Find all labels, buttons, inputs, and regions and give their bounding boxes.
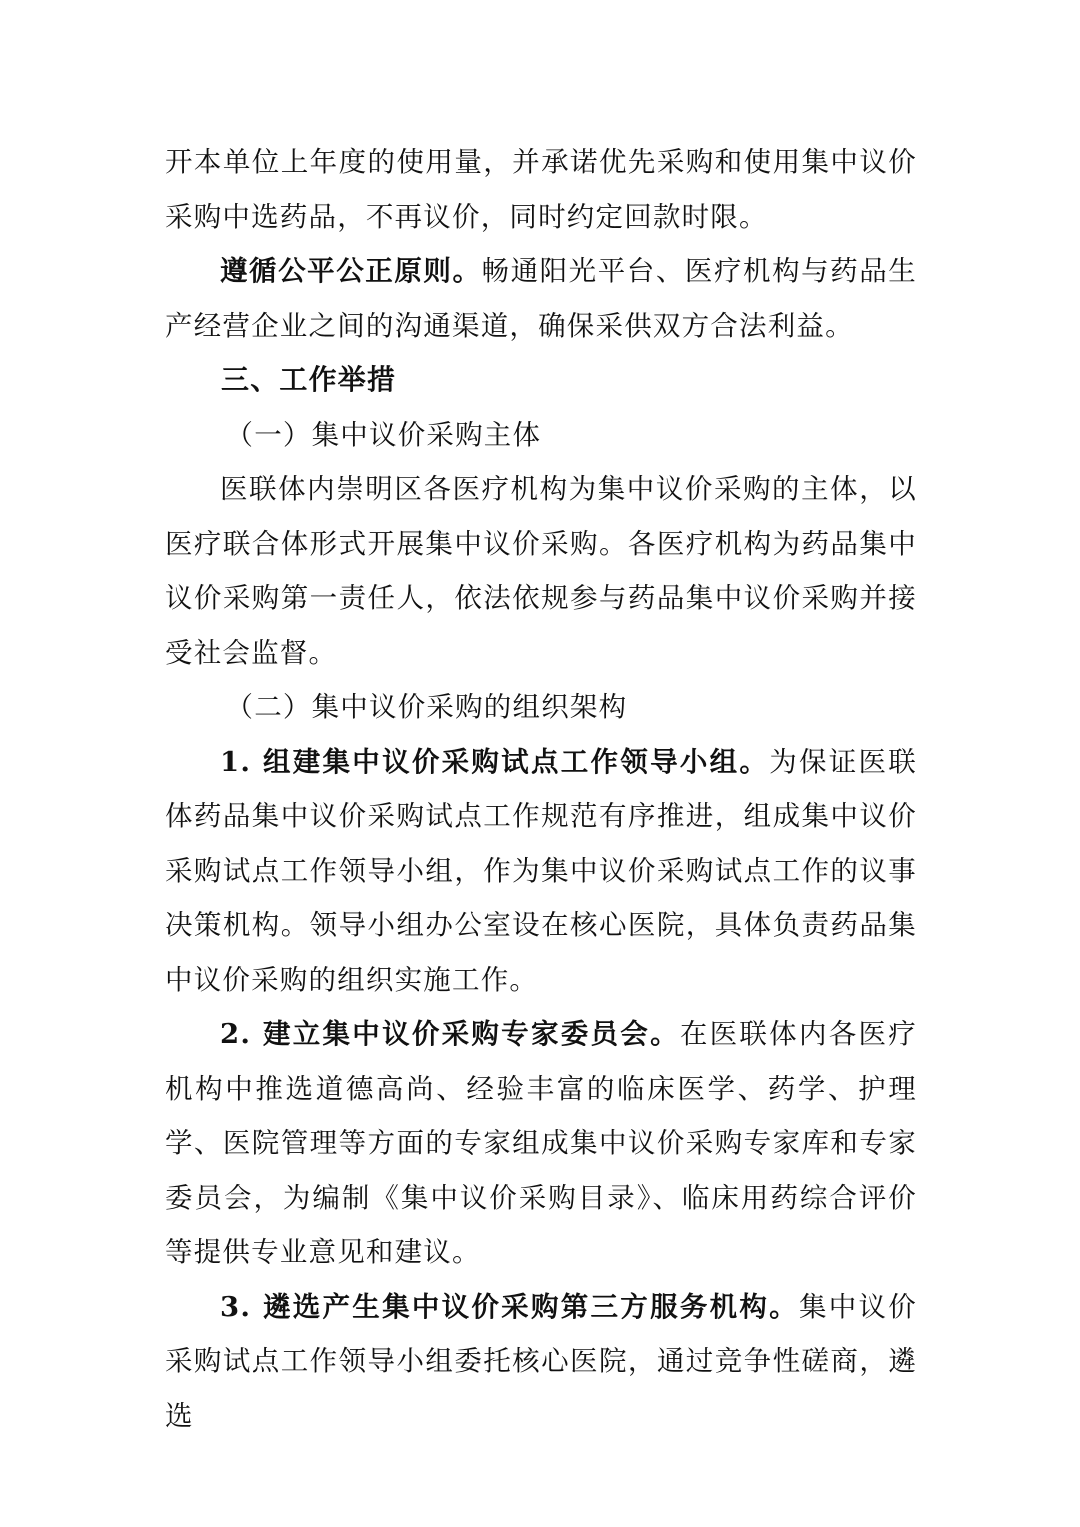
- paragraph-text: 为保证医联体药品集中议价采购试点工作规范有序推进，组成集中议价采购试点工作领导小组，作为集中议价采购试点工作的议事决策机构。领导小组办公室设在核心医院，具体负责药品集中议价采购的组织实施工作。: [165, 745, 917, 996]
- subsection-heading-organization: （二）集中议价采购的组织架构: [225, 691, 628, 723]
- paragraph-lead: 遵循公平公正原则。: [220, 255, 482, 287]
- paragraph-continued: [165, 135, 917, 244]
- paragraph-text: 在医联体内各医疗机构中推选道德高尚、经验丰富的临床医学、药学、护理学、医院管理等方面的专家组成集中议价采购专家库和专家委员会，为编制《集中议价采购目录》、临床用药综合评价等提供专业意见和建议。: [165, 1018, 917, 1268]
- subsection-heading-procurement-subject: （一）集中议价采购主体: [225, 418, 542, 451]
- paragraph-fairness-principle: [165, 244, 917, 353]
- paragraph-lead: 3. 遴选产生集中议价采购第三方服务机构。: [220, 1290, 799, 1323]
- paragraph-lead: 2. 建立集中议价采购专家委员会。: [220, 1018, 680, 1050]
- paragraph-leading-group: [165, 735, 917, 1008]
- paragraph-lead: 1. 组建集中议价采购试点工作领导小组。: [220, 745, 770, 778]
- paragraph-expert-committee: [165, 1007, 917, 1280]
- paragraph-text: 开本单位上年度的使用量，并承诺优先采购和使用集中议价采购中选药品，不再议价，同时约定回款时限。: [165, 146, 917, 233]
- paragraph-text: 畅通阳光平台、医疗机构与药品生产经营企业之间的沟通渠道，确保采供双方合法利益。: [165, 255, 917, 342]
- paragraph-third-party-service: [165, 1280, 917, 1444]
- section-heading-work-measures: 三、工作举措: [221, 363, 397, 396]
- paragraph-text: 医联体内崇明区各医疗机构为集中议价采购的主体，以医疗联合体形式开展集中议价采购。各医疗机构为药品集中议价采购第一责任人，依法依规参与药品集中议价采购并接受社会监督。: [165, 473, 917, 669]
- paragraph-text: 集中议价采购试点工作领导小组委托核心医院，通过竞争性磋商，遴选: [165, 1290, 917, 1432]
- paragraph-procurement-subject: [165, 462, 917, 680]
- document-body: [165, 135, 917, 1443]
